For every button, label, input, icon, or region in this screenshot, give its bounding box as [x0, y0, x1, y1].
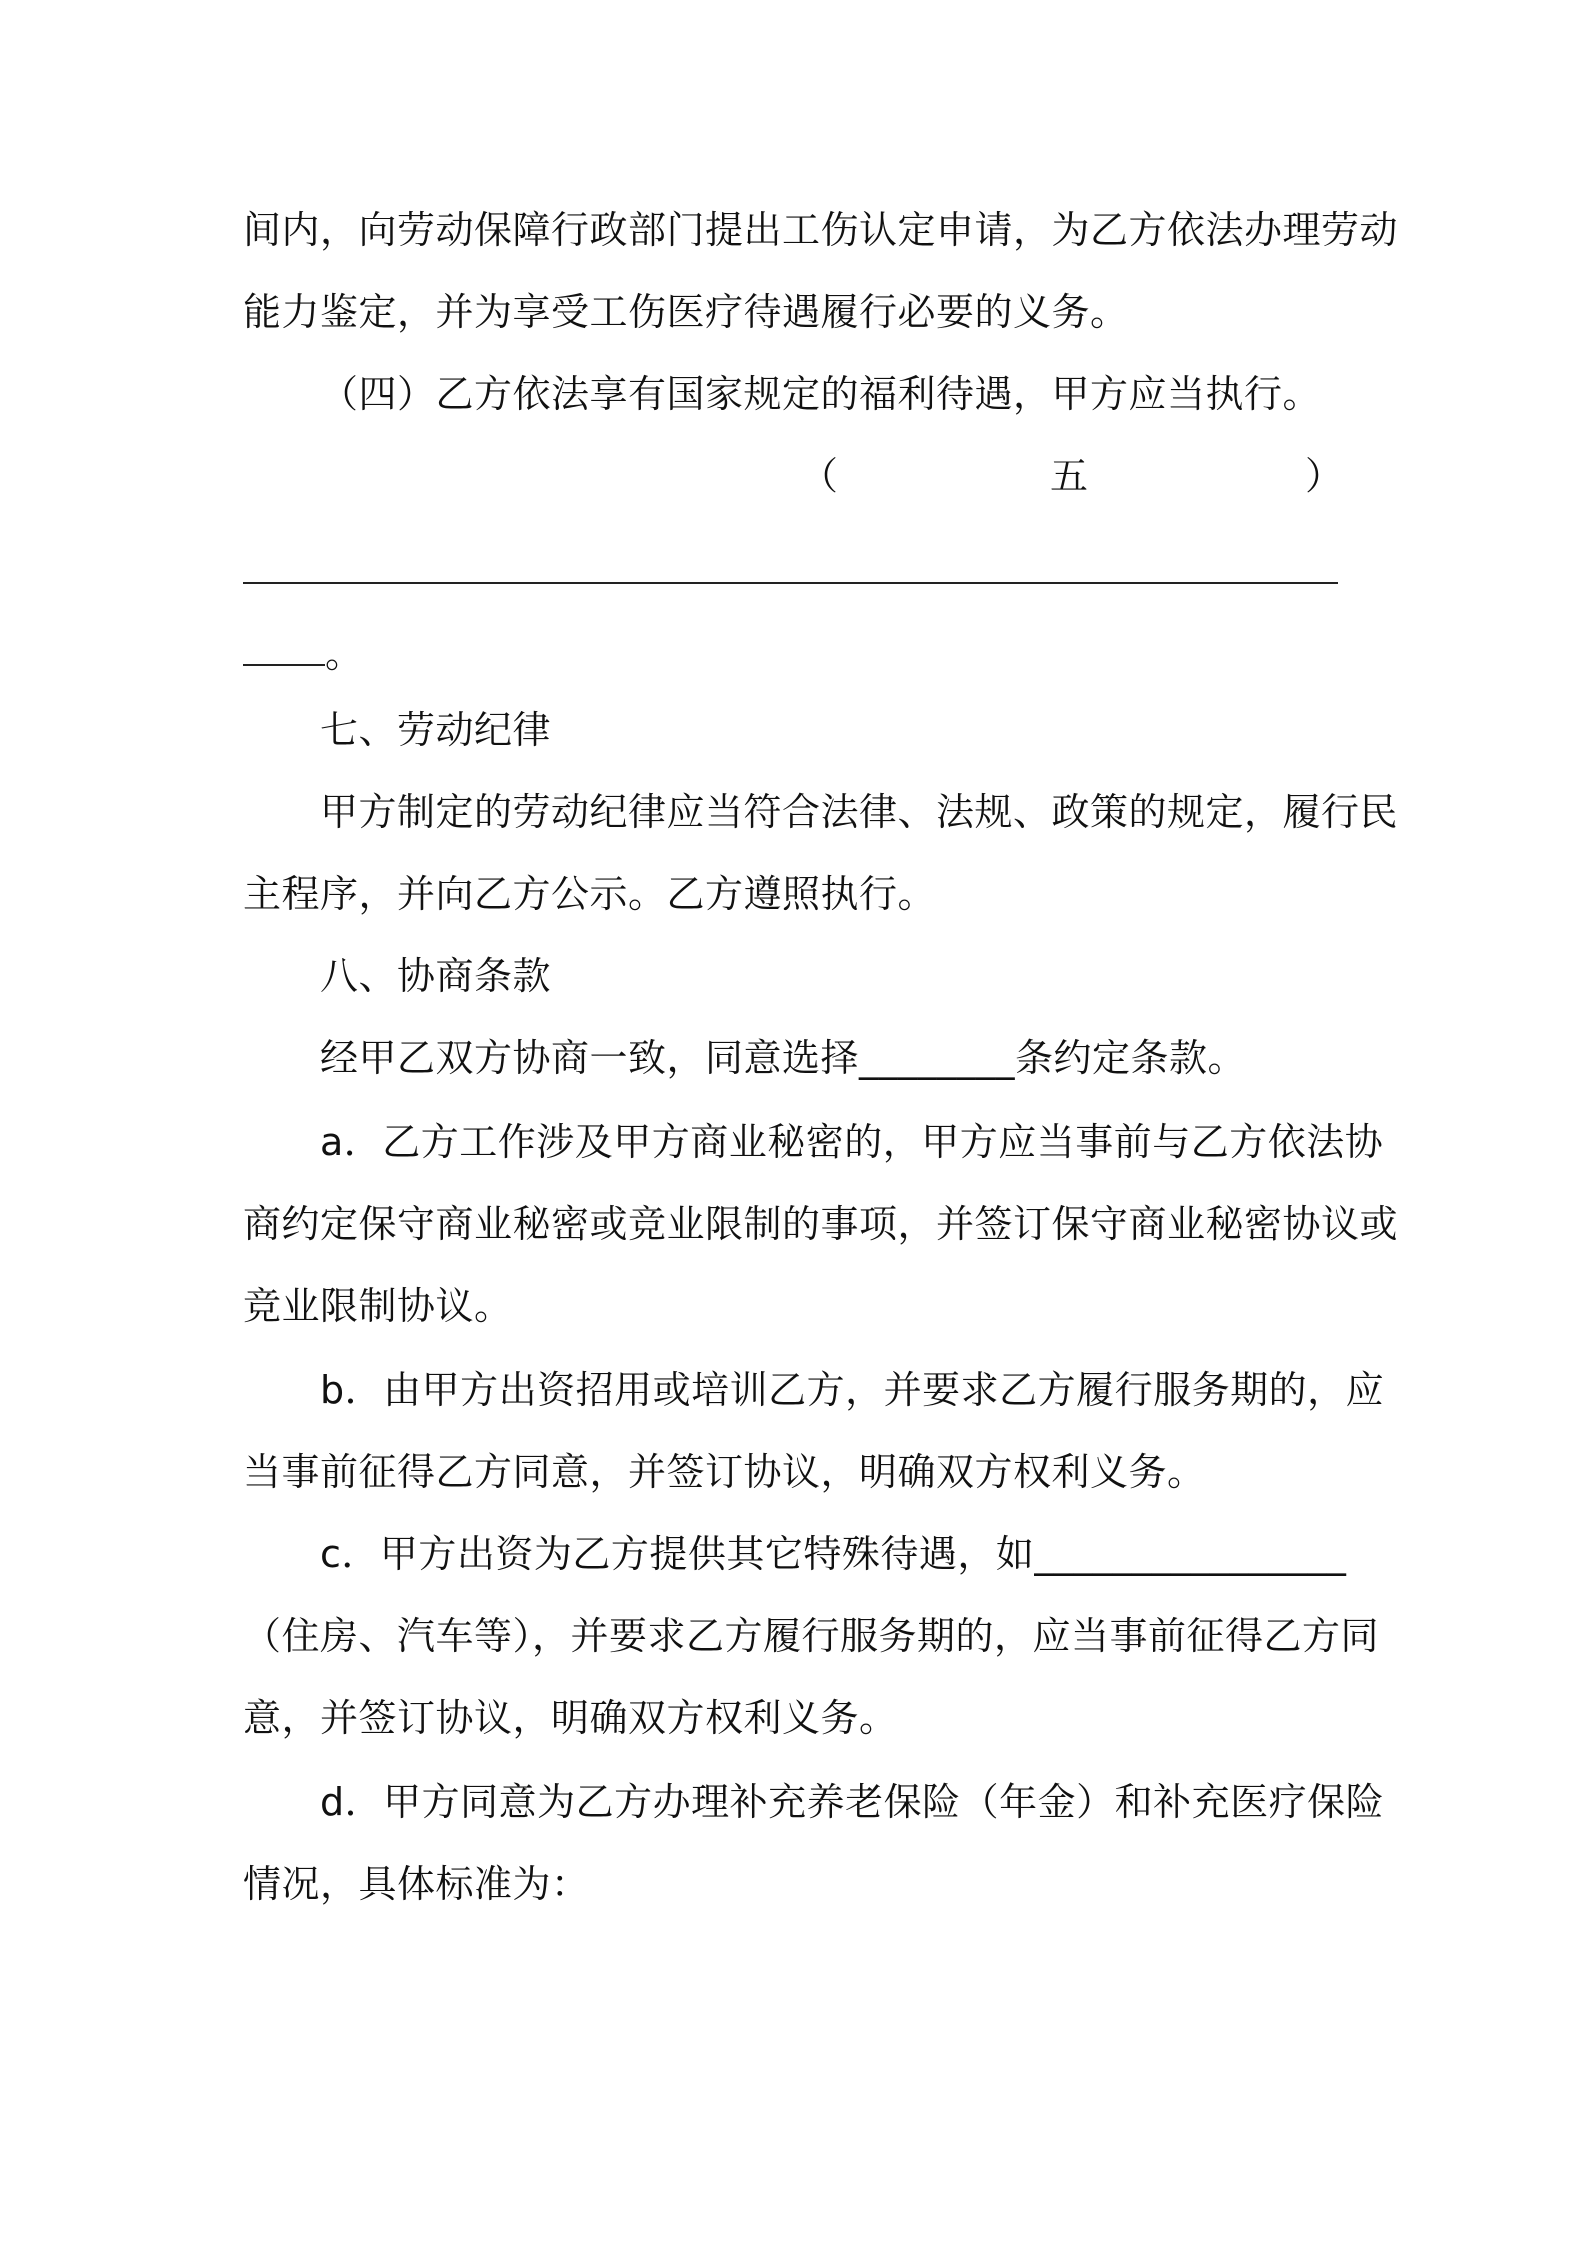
fill-in-blank-line [243, 582, 1338, 584]
body-line: 甲方制定的劳动纪律应当符合法律、法规、政策的规定，履行民 [320, 790, 1399, 834]
body-line: （住房、汽车等），并要求乙方履行服务期的，应当事前征得乙方同 [243, 1614, 1380, 1658]
body-line: 情况，具体标准为： [243, 1862, 590, 1906]
fill-in-blank-line-continued [243, 664, 325, 666]
clause-a: a．乙方工作涉及甲方商业秘密的，甲方应当事前与乙方依法协 [320, 1120, 1384, 1164]
item-five-label: 五 [1050, 454, 1089, 498]
clause-c: c．甲方出资为乙方提供其它特殊待遇，如________________ [320, 1532, 1347, 1576]
body-line: 当事前征得乙方同意，并签订协议，明确双方权利义务。 [243, 1450, 1206, 1494]
section-eight-title: 八、协商条款 [320, 954, 552, 998]
item-five-open-paren: （ [800, 454, 839, 498]
body-line: 能力鉴定，并为享受工伤医疗待遇履行必要的义务。 [243, 290, 1129, 334]
body-line: 商约定保守商业秘密或竞业限制的事项，并签订保守商业秘密协议或 [243, 1202, 1399, 1246]
clause-d: d．甲方同意为乙方办理补充养老保险（年金）和补充医疗保险 [320, 1780, 1385, 1824]
body-line: 主程序，并向乙方公示。乙方遵照执行。 [243, 872, 937, 916]
item-five-close-paren: ） [1305, 454, 1344, 498]
body-line: 间内，向劳动保障行政部门提出工伤认定申请，为乙方依法办理劳动 [243, 208, 1399, 252]
body-line: 经甲乙双方协商一致，同意选择________条约定条款。 [320, 1036, 1247, 1080]
body-line: 意，并签订协议，明确双方权利义务。 [243, 1696, 898, 1740]
body-line: 竞业限制协议。 [243, 1284, 513, 1328]
blank-end-mark: 。 [325, 632, 364, 676]
clause-b: b．由甲方出资招用或培训乙方，并要求乙方履行服务期的，应 [320, 1368, 1385, 1412]
section-seven-title: 七、劳动纪律 [320, 708, 552, 752]
item-four: （四）乙方依法享有国家规定的福利待遇，甲方应当执行。 [320, 372, 1322, 416]
